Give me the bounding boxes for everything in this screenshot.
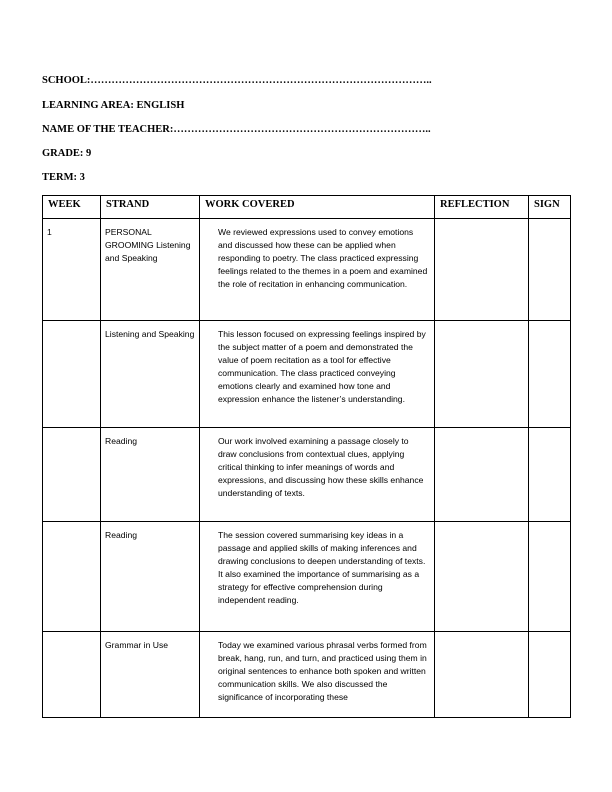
- table-row: [43, 219, 571, 321]
- week-cell: [43, 321, 101, 428]
- table-row: [43, 632, 571, 718]
- work-covered-cell: The session covered summarising key ideas in a passage and applied skills of making inferences and drawing conclusions to deepen understanding of texts. It also examined the importance of summarising as a strategy for effective comprehension during independent reading.: [200, 522, 435, 632]
- sign-cell[interactable]: [529, 219, 571, 321]
- week-cell: [43, 522, 101, 632]
- reflection-cell[interactable]: [435, 428, 529, 522]
- week-cell: 1: [43, 219, 101, 321]
- sign-cell[interactable]: [529, 522, 571, 632]
- reflection-cell[interactable]: [435, 522, 529, 632]
- column-header-sign: SIGN: [529, 196, 571, 219]
- work-covered-cell: We reviewed expressions used to convey emotions and discussed how these can be applied when responding to poetry. The class practiced expressing feelings related to the themes in a poem and examined the role of recitation in enhancing communication.: [200, 219, 435, 321]
- work-covered-table: [42, 195, 571, 718]
- reflection-cell[interactable]: [435, 632, 529, 718]
- learning-area-label: LEARNING AREA: ENGLISH: [42, 100, 185, 111]
- reflection-cell[interactable]: [435, 219, 529, 321]
- strand-cell: Grammar in Use: [101, 632, 200, 718]
- week-cell: [43, 428, 101, 522]
- strand-cell: PERSONAL GROOMING Listening and Speaking: [101, 219, 200, 321]
- column-header-strand: STRAND: [101, 196, 200, 219]
- table-row: [43, 428, 571, 522]
- school-field: SCHOOL:……………………………………………………………………………………..: [42, 75, 432, 86]
- work-covered-cell: Our work involved examining a passage closely to draw conclusions from contextual clues, applying critical thinking to infer meanings of words and expressions, and discussing how these skills enhance understanding of texts.: [200, 428, 435, 522]
- table-row: [43, 321, 571, 428]
- strand-cell: Reading: [101, 428, 200, 522]
- teacher-name-field: NAME OF THE TEACHER:………………………………………………………………..: [42, 124, 431, 135]
- sign-cell[interactable]: [529, 632, 571, 718]
- work-covered-cell: This lesson focused on expressing feelings inspired by the subject matter of a poem and demonstrated the value of poem recitation as a tool for effective communication. The class practiced conveying emotions clearly and examined how tone and expression enhance the listener’s understanding.: [200, 321, 435, 428]
- sign-cell[interactable]: [529, 321, 571, 428]
- reflection-cell[interactable]: [435, 321, 529, 428]
- column-header-work-covered: WORK COVERED: [200, 196, 435, 219]
- table-header-row: [43, 196, 571, 219]
- term-label: TERM: 3: [42, 172, 85, 183]
- work-covered-cell: Today we examined various phrasal verbs formed from break, hang, run, and turn, and practiced using them in original sentences to enhance both spoken and written communication skills. We also discussed the significance of incorporating these: [200, 632, 435, 718]
- strand-cell: Reading: [101, 522, 200, 632]
- column-header-week: WEEK: [43, 196, 101, 219]
- week-cell: [43, 632, 101, 718]
- table-row: [43, 522, 571, 632]
- sign-cell[interactable]: [529, 428, 571, 522]
- grade-label: GRADE: 9: [42, 148, 92, 159]
- strand-cell: Listening and Speaking: [101, 321, 200, 428]
- column-header-reflection: REFLECTION: [435, 196, 529, 219]
